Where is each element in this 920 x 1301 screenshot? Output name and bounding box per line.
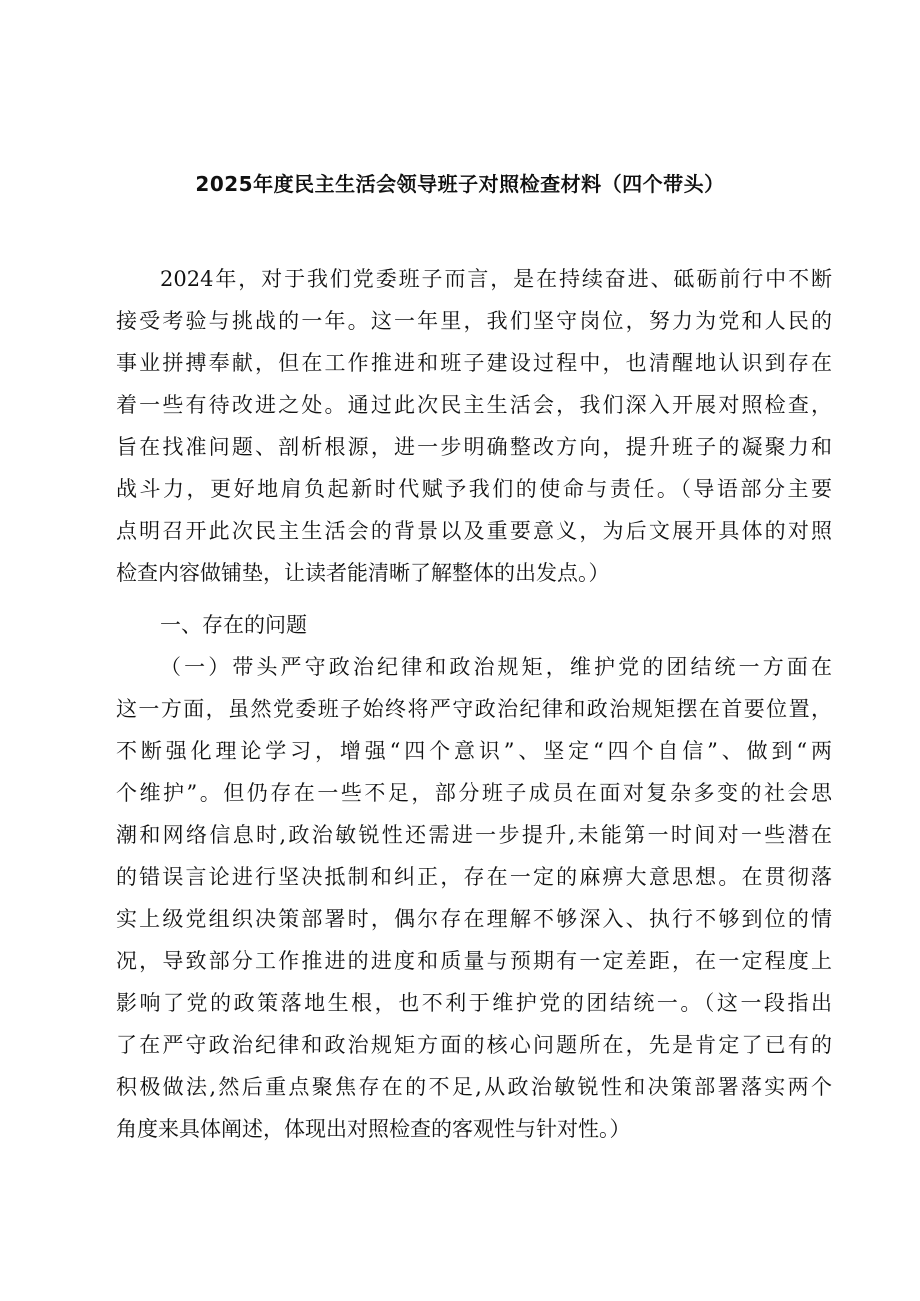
body-line: 个维护”。但仍存在一些不足，部分班子成员在面对复杂多变的社会思 [116, 781, 832, 805]
section-heading: 一、存在的问题 [160, 613, 307, 637]
intro-line: 着一些有待改进之处。通过此次民主生活会，我们深入开展对照检查， [116, 393, 832, 417]
body-line: 角度来具体阐述，体现出对照检查的客观性与针对性。） [116, 1117, 631, 1141]
body-line: 实上级党组织决策部署时，偶尔存在理解不够深入、执行不够到位的情 [116, 907, 832, 931]
intro-line: 点明召开此次民主生活会的背景以及重要意义，为后文展开具体的对照 [116, 519, 832, 543]
document-title: 2025年度民主生活会领导班子对照检查材料（四个带头） [195, 172, 725, 196]
intro-line: 2024年，对于我们党委班子而言，是在持续奋进、砥砺前行中不断 [160, 267, 832, 291]
intro-line: 事业拼搏奉献，但在工作推进和班子建设过程中，也清醒地认识到存在 [116, 351, 832, 375]
body-line: 影响了党的政策落地生根，也不利于维护党的团结统一。（这一段指出 [116, 991, 832, 1015]
intro-line: 战斗力，更好地肩负起新时代赋予我们的使命与责任。（导语部分主要 [116, 477, 832, 501]
body-line: 况，导致部分工作推进的进度和质量与预期有一定差距，在一定程度上 [116, 949, 832, 973]
body-line: 不断强化理论学习，增强“四个意识”、坚定“四个自信”、做到“两 [116, 739, 832, 763]
intro-line: 接受考验与挑战的一年。这一年里，我们坚守岗位，努力为党和人民的 [116, 309, 832, 333]
body-line: 潮和网络信息时,政治敏锐性还需进一步提升,未能第一时间对一些潜在 [116, 823, 832, 847]
intro-line: 旨在找准问题、剖析根源，进一步明确整改方向，提升班子的凝聚力和 [116, 435, 832, 459]
body-line: 的错误言论进行坚决抵制和纠正，存在一定的麻痹大意思想。在贯彻落 [116, 865, 832, 889]
body-line: 这一方面，虽然党委班子始终将严守政治纪律和政治规矩摆在首要位置， [116, 697, 832, 721]
body-line: 积极做法,然后重点聚焦存在的不足,从政治敏锐性和决策部署落实两个 [116, 1075, 832, 1099]
body-line: （一）带头严守政治纪律和政治规矩，维护党的团结统一方面在 [160, 655, 832, 679]
body-line: 了在严守政治纪律和政治规矩方面的核心问题所在，先是肯定了已有的 [116, 1033, 832, 1057]
intro-line: 检查内容做铺垫，让读者能清晰了解整体的出发点。） [116, 561, 610, 585]
